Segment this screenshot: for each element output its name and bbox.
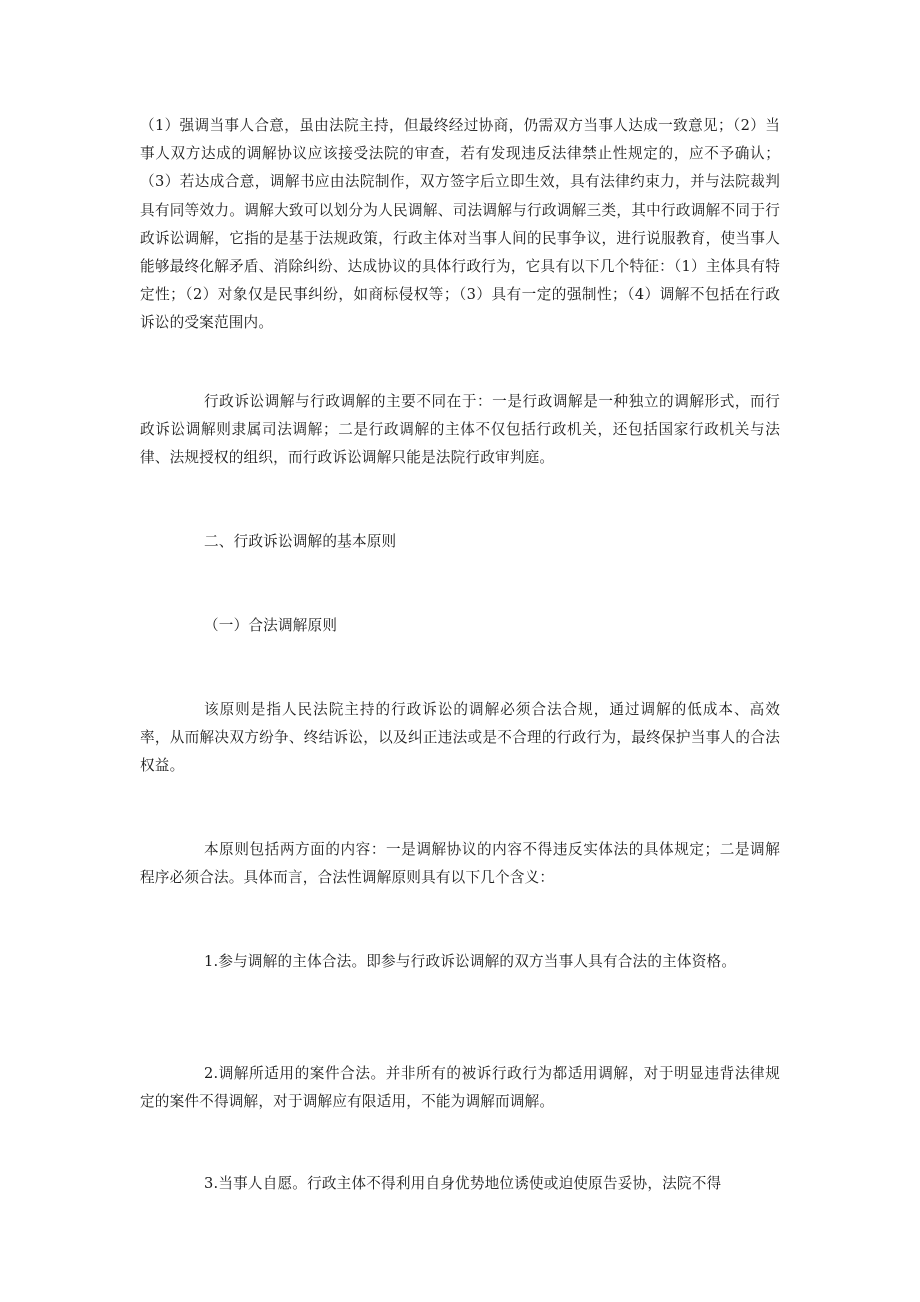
paragraph-principle-content: 本原则包括两方面的内容：一是调解协议的内容不得违反实体法的具体规定；二是调解程序必须合法。具体而言，合法性调解原则具有以下几个含义： bbox=[140, 841, 780, 887]
subsection-heading-legal-mediation: （一）合法调解原则 bbox=[204, 617, 338, 634]
list-item-1: 1.参与调解的主体合法。即参与行政诉讼调解的双方当事人具有合法的主体资格。 bbox=[204, 953, 737, 970]
paragraph-principle-definition: 该原则是指人民法院主持的行政诉讼的调解必须合法合规，通过调解的低成本、高效率，从而解决双方纷争、终结诉讼，以及纠正违法或是不合理的行政行为，最终保护当事人的合法权益。 bbox=[140, 701, 780, 775]
list-item-3: 3.当事人自愿。行政主体不得利用自身优势地位诱使或迫使原告妥协，法院不得 bbox=[204, 1175, 722, 1192]
section-heading-principles: 二、行政诉讼调解的基本原则 bbox=[204, 533, 397, 550]
paragraph-mediation-features: （1）强调当事人合意，虽由法院主持，但最终经过协商，仍需双方当事人达成一致意见；（2）当事人双方达成的调解协议应该接受法院的审查，若有发现违反法律禁止性规定的，应不予确认；（3）若达成合意，调解书应由法院制作，双方签字后立即生效，具有法律约束力，并与法院裁判具有同等效力。调解大致可以划分为人民调解、司法调解与行政调解三类，其中行政调解不同于行政诉讼调解，它指的是基于法规政策，行政主体对当事人间的民事争议，进行说服教育，使当事人能够最终化解矛盾、消除纠纷、达成协议的具体行政行为，它具有以下几个特征：（1）主体具有特定性；（2）对象仅是民事纠纷，如商标侵权等；（3）具有一定的强制性；（4）调解不包括在行政诉讼的受案范围内。 bbox=[140, 117, 780, 332]
paragraph-difference: 行政诉讼调解与行政调解的主要不同在于：一是行政调解是一种独立的调解形式，而行政诉讼调解则隶属司法调解；二是行政调解的主体不仅包括行政机关，还包括国家行政机关与法律、法规授权的组织，而行政诉讼调解只能是法院行政审判庭。 bbox=[140, 393, 780, 467]
list-item-2: 2.调解所适用的案件合法。并非所有的被诉行政行为都适用调解，对于明显违背法律规定的案件不得调解，对于调解应有限适用，不能为调解而调解。 bbox=[140, 1065, 780, 1111]
